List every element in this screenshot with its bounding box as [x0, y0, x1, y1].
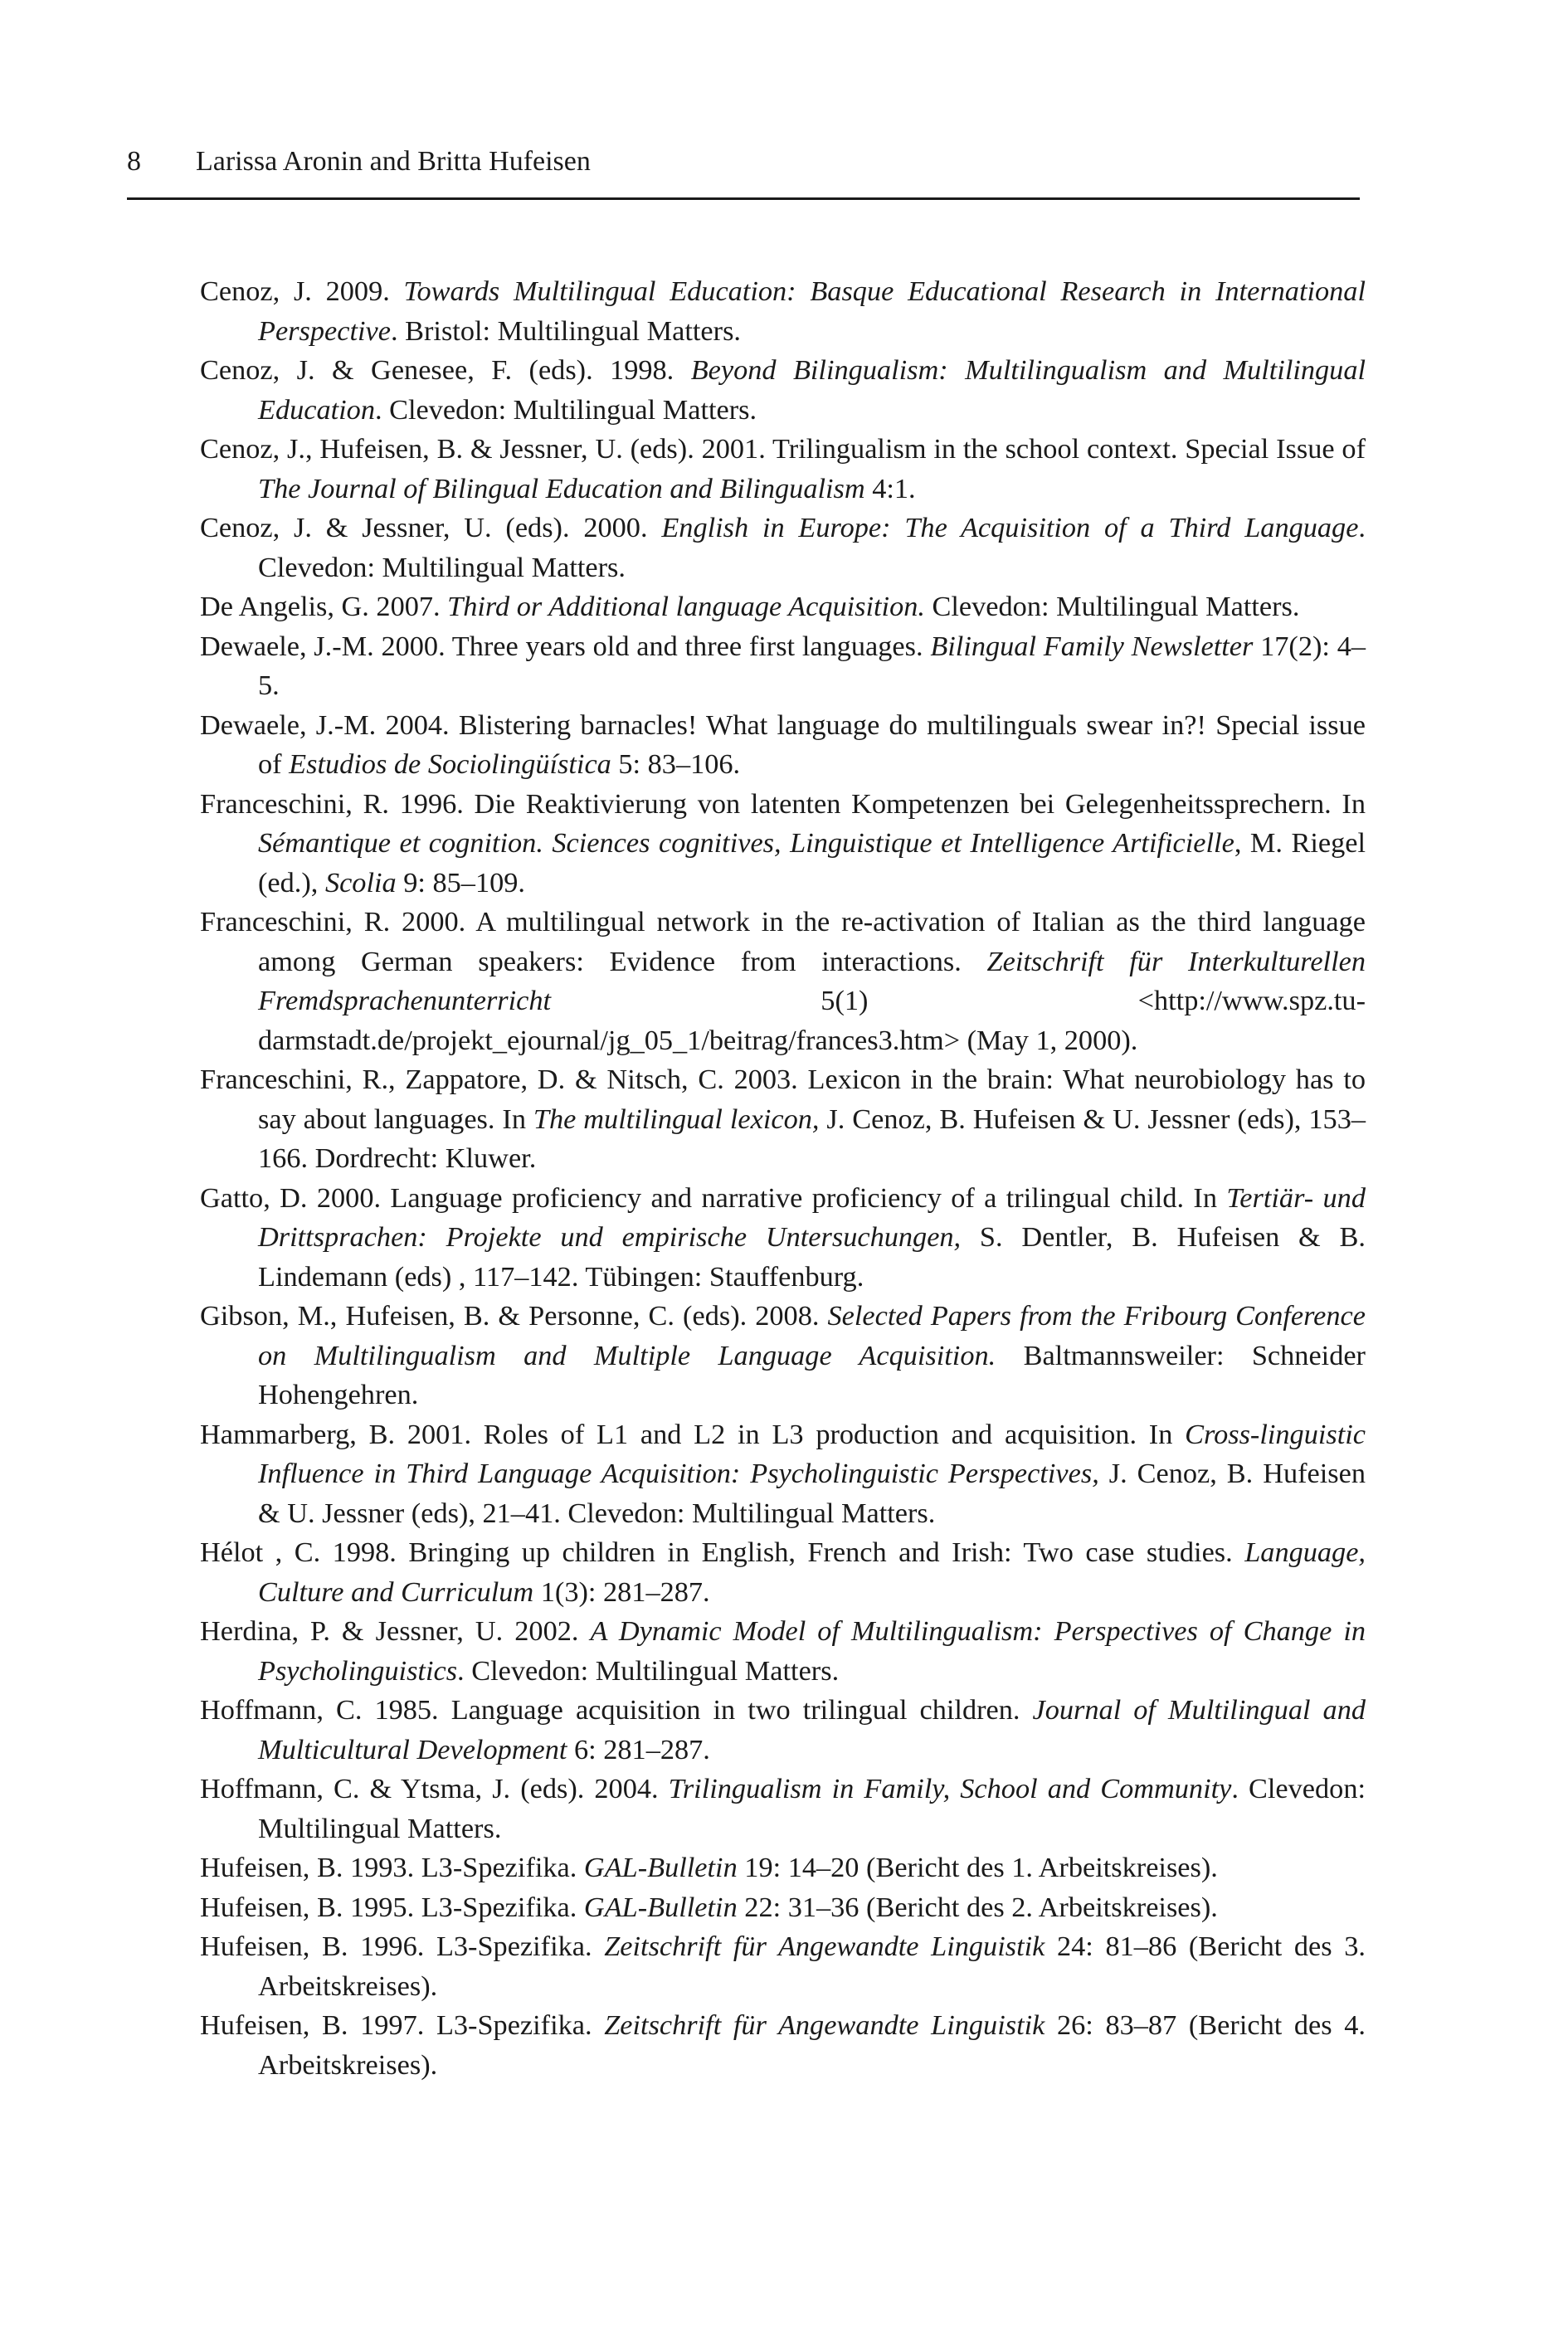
reference-text: Clevedon: Multilingual Matters.: [924, 591, 1300, 622]
reference-text: J. Cenoz, B. Hufeisen & U. Jessner (eds), 21–41. Clevedon: Multilingual Matters.: [258, 1458, 1366, 1529]
reference-title: Scolia: [324, 866, 397, 898]
reference-text: Hammarberg, B. 2001. Roles of L1 and L2 in L3 production and acquisition. In: [200, 1418, 1186, 1450]
reference-text: 19: 14–20 (Bericht des 1. Arbeitskreises).: [737, 1852, 1218, 1883]
reference-entry: [200, 587, 1366, 627]
reference-text: 9: 85–109.: [396, 866, 525, 898]
reference-title: A Dynamic Model of Multilingualism: Perspectives of Change in Psycholinguistics: [258, 1615, 1366, 1687]
reference-text: 26: 83–87 (Bericht des 4. Arbeitskreises).: [258, 2009, 1366, 2081]
reference-text: . Clevedon: Multilingual Matters.: [258, 1773, 1366, 1844]
reference-title: Journal of Multilingual and Multicultural Development: [258, 1694, 1366, 1765]
reference-title: GAL-Bulletin: [583, 1852, 738, 1883]
reference-entry: [200, 1927, 1366, 2006]
reference-text: 5: 83–106.: [611, 748, 741, 780]
reference-text: 1(3): 281–287.: [533, 1575, 710, 1608]
reference-text: Cenoz, J. & Jessner, U. (eds). 2000.: [200, 512, 662, 543]
running-head: Larissa Aronin and Britta Hufeisen: [196, 146, 591, 177]
reference-title: Zeitschrift für Interkulturellen Fremdsprachenunterricht: [258, 945, 1366, 1016]
reference-text: Hoffmann, C. 1985. Language acquisition in two trilingual children.: [200, 1694, 1033, 1726]
reference-entry: [200, 785, 1366, 903]
reference-entry: [200, 1415, 1366, 1534]
reference-text: Dewaele, J.-M. 2004. Blistering barnacles! What language do multilinguals swear in?! Special issue of: [200, 709, 1366, 780]
reference-text: Hufeisen, B. 1993. L3-Spezifika.: [200, 1852, 584, 1883]
reference-text: Franceschini, R., Zappatore, D. & Nitsch, C. 2003. Lexicon in the brain: What neurobiology has to say about languages. In: [200, 1064, 1366, 1135]
reference-title: Beyond Bilingualism: Multilingualism and Multilingual Education: [258, 354, 1366, 426]
reference-title: Cross-linguistic Influence in Third Language Acquisition: Psycholinguistic Perspectives,: [258, 1418, 1366, 1489]
reference-text: S. Dentler, B. Hufeisen & B. Lindemann (eds) , 117–142. Tübingen: Stauffenburg.: [258, 1221, 1366, 1293]
reference-title: Sémantique et cognition. Sciences cognitives, Linguistique et Intelligence Artificielle: [258, 827, 1234, 859]
reference-title: Estudios de Sociolingüística: [289, 748, 611, 780]
reference-entry: [200, 351, 1366, 430]
reference-title: Language, Culture and Curriculum: [258, 1536, 1366, 1608]
reference-text: 5(1) <http://www.spz.tu-darmstadt.de/projekt_ejournal/jg_05_1/beitrag/frances3.htm> (May 1, 2000).: [258, 985, 1366, 1056]
reference-entry: [200, 1533, 1366, 1612]
reference-text: Gatto, D. 2000. Language proficiency and narrative proficiency of a trilingual child. In: [200, 1181, 1227, 1214]
reference-entry: [200, 1848, 1366, 1888]
reference-text: Hufeisen, B. 1997. L3-Spezifika.: [200, 2009, 605, 2041]
reference-text: 24: 81–86 (Bericht des 3. Arbeitskreises).: [258, 1931, 1366, 2002]
reference-text: Hufeisen, B. 1995. L3-Spezifika.: [200, 1891, 584, 1923]
reference-text: Franceschini, R. 2000. A multilingual network in the re-activation of Italian as the third language among German speakers: Evidence from interactions.: [200, 906, 1366, 977]
page-header: [127, 139, 1360, 200]
reference-text: . Clevedon: Multilingual Matters.: [457, 1654, 840, 1687]
reference-entry: [200, 706, 1366, 785]
reference-entry: [200, 1612, 1366, 1691]
reference-title: The Journal of Bilingual Education and Bilingualism: [258, 472, 865, 504]
reference-title: Tertiär- und Drittsprachen: Projekte und empirische Untersuchungen,: [258, 1181, 1366, 1253]
reference-entry: [200, 903, 1366, 1060]
reference-text: Cenoz, J. 2009.: [200, 275, 404, 307]
reference-entry: [200, 1691, 1366, 1770]
reference-text: , M. Riegel (ed.),: [258, 827, 1366, 898]
reference-entry: [200, 1297, 1366, 1415]
reference-title: GAL-Bulletin: [583, 1891, 738, 1923]
reference-entry: [200, 627, 1366, 706]
reference-title: Zeitschrift für Angewandte Linguistik: [604, 1931, 1045, 1962]
reference-entry: [200, 1770, 1366, 1848]
reference-text: J. Cenoz, B. Hufeisen & U. Jessner (eds), 153–166. Dordrecht: Kluwer.: [258, 1103, 1366, 1174]
reference-text: Franceschini, R. 1996. Die Reaktivierung von latenten Kompetenzen bei Gelegenheitssprechern. In: [200, 787, 1366, 820]
reference-text: 6: 281–287.: [567, 1733, 710, 1765]
reference-entry: [200, 1179, 1366, 1298]
reference-text: Dewaele, J.-M. 2000. Three years old and three first languages.: [200, 630, 931, 662]
reference-text: . Clevedon: Multilingual Matters.: [258, 512, 1366, 583]
reference-entry: [200, 509, 1366, 587]
reference-title: Selected Papers from the Fribourg Conference on Multilingualism and Multiple Language Acquisition.: [258, 1300, 1366, 1371]
reference-text: Cenoz, J. & Genesee, F. (eds). 1998.: [200, 354, 691, 386]
reference-title: The multilingual lexicon,: [533, 1103, 820, 1135]
reference-text: Gibson, M., Hufeisen, B. & Personne, C. (eds). 2008.: [200, 1300, 828, 1332]
reference-title: Towards Multilingual Education: Basque Educational Research in International Perspective: [258, 275, 1366, 347]
reference-text: Baltmannsweiler: Schneider Hohengehren.: [258, 1339, 1366, 1410]
reference-entry: [200, 272, 1366, 351]
reference-text: Hufeisen, B. 1996. L3-Spezifika.: [200, 1931, 605, 1962]
reference-title: Bilingual Family Newsletter: [930, 630, 1254, 662]
reference-entry: [200, 1060, 1366, 1179]
reference-text: Hélot , C. 1998. Bringing up children in English, French and Irish: Two case studies.: [200, 1536, 1245, 1568]
reference-text: De Angelis, G. 2007.: [200, 591, 448, 622]
reference-text: 4:1.: [864, 472, 916, 504]
reference-list: [200, 272, 1366, 2085]
reference-entry: [200, 1888, 1366, 1928]
reference-text: . Clevedon: Multilingual Matters.: [374, 393, 757, 426]
reference-text: . Bristol: Multilingual Matters.: [390, 314, 741, 347]
reference-entry: [200, 2006, 1366, 2085]
reference-text: 22: 31–36 (Bericht des 2. Arbeitskreises).: [737, 1891, 1218, 1923]
reference-text: Herdina, P. & Jessner, U. 2002.: [200, 1615, 591, 1647]
reference-text: Hoffmann, C. & Ytsma, J. (eds). 2004.: [200, 1773, 669, 1804]
reference-title: Zeitschrift für Angewandte Linguistik: [604, 2009, 1045, 2041]
reference-title: Trilingualism in Family, School and Community: [668, 1773, 1232, 1804]
reference-text: Cenoz, J., Hufeisen, B. & Jessner, U. (eds). 2001. Trilingualism in the school context. Special Issue of: [200, 433, 1366, 465]
reference-entry: [200, 430, 1366, 509]
reference-text: 17(2): 4–5.: [258, 630, 1366, 701]
reference-title: Third or Additional language Acquisition.: [447, 591, 925, 622]
reference-title: English in Europe: The Acquisition of a Third Language: [661, 512, 1359, 543]
page-number: 8: [127, 146, 141, 177]
